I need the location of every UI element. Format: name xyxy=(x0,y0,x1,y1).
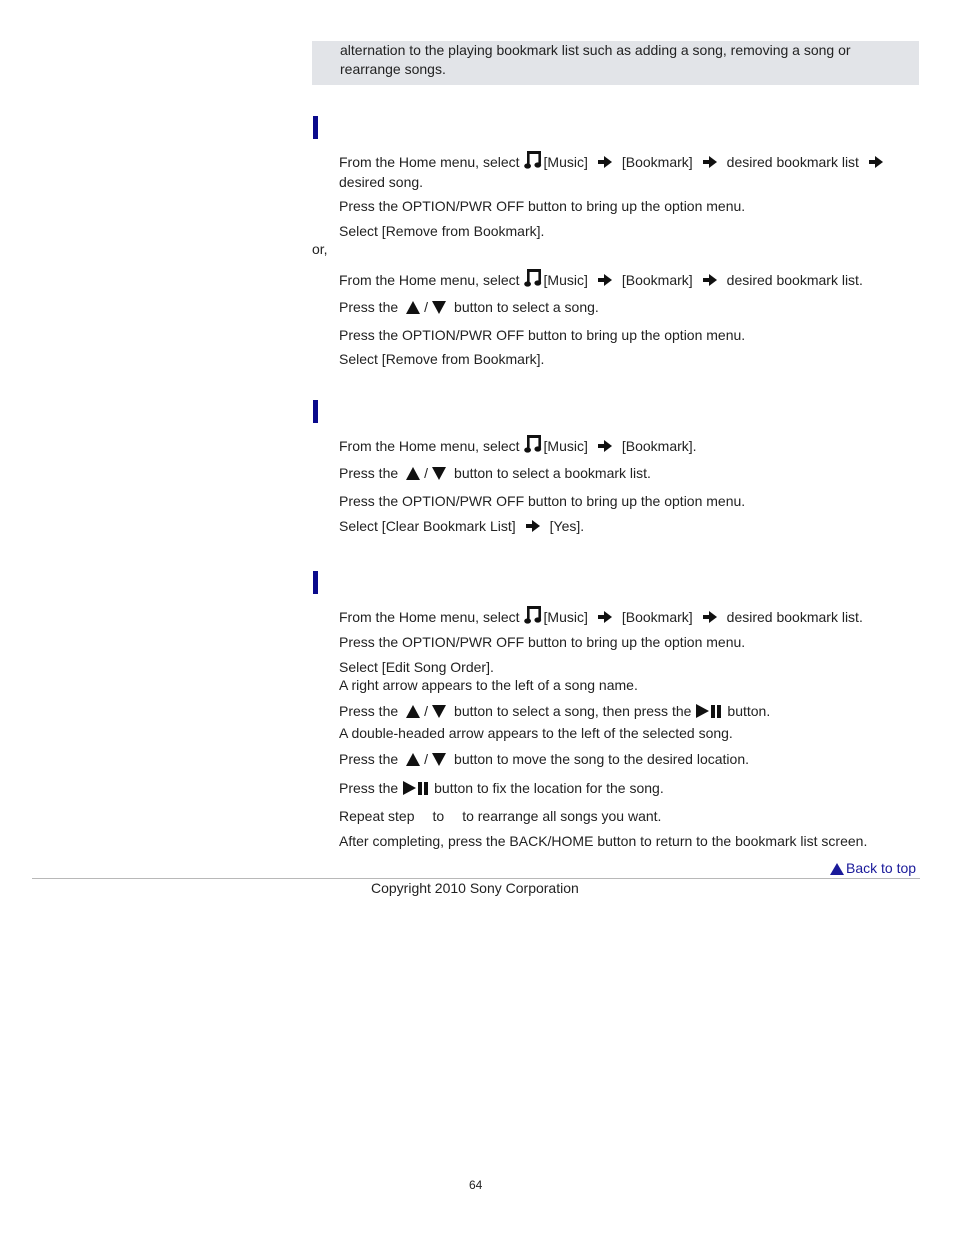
step-move-song xyxy=(339,750,749,769)
step-select-song-play xyxy=(339,702,770,721)
right-arrow-icon xyxy=(869,156,883,168)
step-edit-order: Select [Edit Song Order]. xyxy=(339,659,494,675)
step-fix-location xyxy=(339,779,664,798)
section-marker-remove-song xyxy=(313,116,318,139)
step-text-end: button to move the song to the desired location. xyxy=(454,751,750,767)
bookmark-label: [Bookmark] xyxy=(621,272,693,288)
music-note-icon xyxy=(524,605,542,625)
down-triangle-icon xyxy=(432,705,446,718)
step-remove-bookmark: Select [Remove from Bookmark]. xyxy=(339,223,545,239)
yes-label: [Yes]. xyxy=(549,518,585,534)
up-triangle-icon xyxy=(406,301,420,314)
music-note-icon xyxy=(524,434,542,454)
step-home-bookmark xyxy=(339,434,697,456)
step-repeat xyxy=(339,807,661,826)
right-arrow-icon xyxy=(703,611,717,623)
right-arrow-icon xyxy=(598,440,612,452)
info-note-box xyxy=(312,41,919,85)
music-label: [Music] xyxy=(543,154,588,170)
step-home-select-list xyxy=(339,605,863,627)
music-label: [Music] xyxy=(543,609,588,625)
right-arrow-icon xyxy=(703,156,717,168)
step-text: Repeat step xyxy=(339,808,415,824)
step-text-end: button to fix the location for the song. xyxy=(434,780,664,796)
step-text: From the Home menu, select xyxy=(339,272,520,288)
desired-label: desired bookmark list xyxy=(726,154,859,170)
right-arrow-icon xyxy=(598,156,612,168)
step-edit-order-note: A right arrow appears to the left of a song name. xyxy=(339,677,638,693)
desired-label: desired bookmark list. xyxy=(726,272,863,288)
step-text-end: to rearrange all songs you want. xyxy=(462,808,662,824)
music-label: [Music] xyxy=(543,438,588,454)
step-text-mid: button to select a song, then press the xyxy=(454,703,692,719)
step-text: Select [Clear Bookmark List] xyxy=(339,518,516,534)
step-text: Press the xyxy=(339,465,399,481)
up-triangle-icon xyxy=(830,863,844,875)
up-triangle-icon xyxy=(406,705,420,718)
step-text: Press the xyxy=(339,703,399,719)
right-arrow-icon xyxy=(598,611,612,623)
right-arrow-icon xyxy=(703,274,717,286)
back-to-top-link[interactable] xyxy=(830,859,916,877)
step-clear-list xyxy=(339,517,584,536)
note-line-1: alternation to the playing bookmark list such as adding a song, removing a song or xyxy=(340,42,851,58)
step-text: From the Home menu, select xyxy=(339,609,520,625)
bookmark-label: [Bookmark]. xyxy=(621,438,697,454)
slash: / xyxy=(424,751,429,767)
step-text-end: button to select a song. xyxy=(454,299,599,315)
down-triangle-icon xyxy=(432,467,446,480)
section-marker-clear-list xyxy=(313,400,318,423)
step-after-completing: After completing, press the BACK/HOME button to return to the bookmark list screen. xyxy=(339,833,868,849)
step-text-end: button to select a bookmark list. xyxy=(454,465,651,481)
slash: / xyxy=(424,299,429,315)
step-option-menu: Press the OPTION/PWR OFF button to bring up the option menu. xyxy=(339,493,746,509)
step-text: Press the xyxy=(339,780,399,796)
step-option-menu: Press the OPTION/PWR OFF button to bring up the option menu. xyxy=(339,198,746,214)
step-text: From the Home menu, select xyxy=(339,154,520,170)
right-arrow-icon xyxy=(598,274,612,286)
bookmark-label: [Bookmark] xyxy=(621,609,693,625)
music-note-icon xyxy=(524,268,542,288)
up-triangle-icon xyxy=(406,467,420,480)
step-text: From the Home menu, select xyxy=(339,438,520,454)
step-option-menu: Press the OPTION/PWR OFF button to bring up the option menu. xyxy=(339,634,746,650)
down-triangle-icon xyxy=(432,301,446,314)
step-select-list xyxy=(339,464,651,483)
step-select-song xyxy=(339,298,599,317)
play-pause-icon xyxy=(696,704,722,718)
up-triangle-icon xyxy=(406,753,420,766)
step-select-song-note: A double-headed arrow appears to the left of the selected song. xyxy=(339,725,733,741)
step-continuation: desired song. xyxy=(339,174,424,190)
step-text: Press the xyxy=(339,751,399,767)
music-label: [Music] xyxy=(543,272,588,288)
bookmark-label: [Bookmark] xyxy=(621,154,693,170)
step-home-select-list xyxy=(339,268,863,290)
desired-label: desired bookmark list. xyxy=(726,609,863,625)
step-text: Press the xyxy=(339,299,399,315)
music-note-icon xyxy=(524,150,542,170)
section-marker-edit-order xyxy=(313,571,318,594)
slash: / xyxy=(424,465,429,481)
down-triangle-icon xyxy=(432,753,446,766)
step-option-menu: Press the OPTION/PWR OFF button to bring up the option menu. xyxy=(339,327,746,343)
page-number: 64 xyxy=(469,1178,483,1192)
copyright: Copyright 2010 Sony Corporation xyxy=(371,880,579,896)
or-text: or, xyxy=(312,241,328,257)
note-line-2: rearrange songs. xyxy=(340,61,446,77)
step-home-select-song xyxy=(339,150,893,172)
step-remove-bookmark: Select [Remove from Bookmark]. xyxy=(339,351,545,367)
right-arrow-icon xyxy=(526,520,540,532)
step-to: to xyxy=(432,808,445,824)
back-to-top-label[interactable]: Back to top xyxy=(846,860,917,876)
play-pause-icon xyxy=(403,781,429,795)
slash: / xyxy=(424,703,429,719)
step-text-end: button. xyxy=(727,703,771,719)
